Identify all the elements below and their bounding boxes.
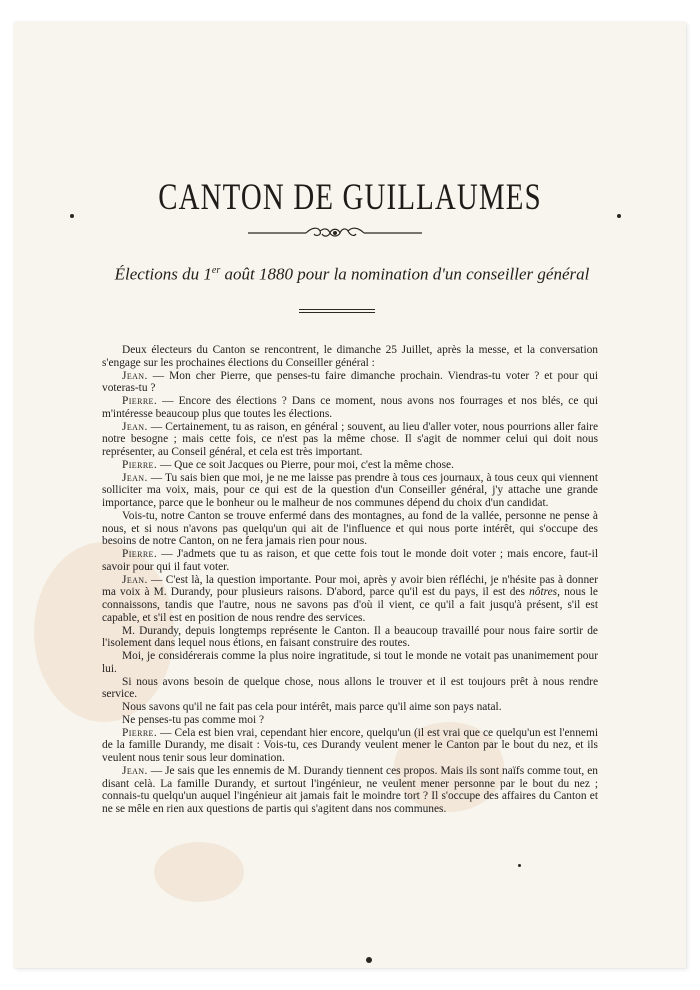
paragraph-text: — Mon cher Pierre, que penses-tu faire dimanche prochain. Viendras-tu voter ? et pour qui voteras-tu ? (102, 369, 598, 395)
dialogue-paragraph (102, 727, 598, 765)
paragraph-text: — Cela est bien vrai, cependant hier encore, quelqu'un (il est vrai que ce quelqu'un est l'ennemi de la famille Durandy, me disait : Vois-tu, ces Durandy veulent mener le Canton par le bout du nez, et ils veulent nous tenir sous leur domination. (102, 726, 598, 764)
paragraph-text: M. Durandy, depuis longtemps représente le Canton. Il a beaucoup travaillé pour nous faire sortir de l'isolement dans lequel nous étions, en faisant construire des routes. (102, 624, 598, 650)
dialogue-paragraph (102, 370, 598, 396)
speaker-name: Pierre. (122, 548, 158, 560)
speaker-name: Jean. (122, 573, 148, 586)
dialogue-body (102, 344, 598, 816)
dialogue-paragraph (102, 472, 598, 510)
dialogue-paragraph (102, 510, 598, 548)
speaker-name: Pierre. (122, 726, 158, 739)
dialogue-paragraph (102, 548, 598, 574)
paragraph-text: — Tu sais bien que moi, je ne me laisse pas prendre à tous ces journaux, à tous ceux qui viennent solliciter ma voix, mais, pour ce qui est de la question d'un Conseiller général, j'y attache une grande importance, parce que le bonheur ou le malheur de nos communes dépend du choix d'un candidat. (102, 471, 598, 509)
paragraph-text: Si nous avons besoin de quelque chose, nous allons le trouver et il est toujours prêt à nous rendre service. (102, 675, 598, 701)
paper-stain (154, 842, 244, 902)
document-title: CANTON DE GUILLAUMES (158, 177, 542, 218)
dialogue-paragraph (102, 650, 598, 676)
paragraph-text: Ne penses-tu pas comme moi ? (122, 713, 265, 726)
paragraph-text: Vois-tu, notre Canton se trouve enfermé dans des montagnes, au fond de la vallée, personne ne pense à nous, et si nous n'avons pas quelqu'un qui ait de l'influence et qui nous porte intérêt, qui s'occupe des besoins de notre Canton, on ne fera jamais rien pour nous. (102, 509, 598, 548)
dialogue-paragraph (102, 421, 598, 459)
dialogue-paragraph (102, 765, 598, 816)
subtitle-text: Élections du 1 (114, 264, 212, 284)
dialogue-paragraph (102, 574, 598, 625)
paragraph-text: — Que ce soit Jacques ou Pierre, pour moi, c'est la même chose. (157, 458, 454, 471)
speaker-name: Jean. (122, 764, 148, 777)
dialogue-paragraph (102, 701, 598, 714)
dialogue-paragraph (102, 625, 598, 651)
speaker-name: Pierre. (122, 395, 158, 407)
document-subtitle (106, 260, 598, 285)
speaker-name: Jean. (122, 369, 148, 382)
punch-hole-mark (70, 214, 74, 218)
subtitle-text: août 1880 pour la nomination d'un conseiller général (220, 264, 590, 284)
double-rule-divider (299, 309, 375, 315)
ornament-divider (248, 225, 422, 241)
paragraph-text: — Je sais que les ennemis de M. Durandy tiennent ces propos. Mais ils sont naïfs comme tout, en disant celà. La famille Durandy, et surtout l'ingénieur, ne veulent mener personne par le bout du nez ; connais-tu quelqu'un auquel l'ingénieur ait jamais fait le moindre tort ? Il s'occupe des affaires du Canton et ne se mêle en rien aux questions de partis qui s'agitent dans nos communes. (102, 764, 598, 815)
ink-dot (518, 864, 521, 867)
speaker-name: Pierre. (122, 458, 158, 471)
dialogue-paragraph (102, 676, 598, 702)
paragraph-text: — J'admets que tu as raison, et que cette fois tout le monde doit voter ; mais encore, faut-il savoir pour qui il faut voter. (102, 548, 598, 573)
emphasized-word: nôtres (529, 586, 558, 599)
paragraph-text: — C'est là, la question importante. Pour moi, après y avoir bien réfléchi, je n'hésite pas à donner ma voix à M. Durandy, pour plusieurs raisons. D'abord, parce qu'il est du pays, il est des (102, 573, 598, 599)
dialogue-paragraph (102, 395, 598, 421)
dialogue-paragraph (102, 459, 598, 472)
speaker-name: Jean. (122, 420, 148, 433)
paragraph-text: Deux électeurs du Canton se rencontrent, le dimanche 25 Juillet, après la messe, et la conversation s'engage sur les prochaines élections du Conseiller général : (102, 344, 598, 369)
paragraph-text: — Encore des élections ? Dans ce moment, nous avons nos fourrages et nos blés, ce qui m'intéresse beaucoup plus que toutes les élections. (102, 395, 598, 420)
punch-hole-mark (366, 957, 372, 963)
subtitle-superscript: er (211, 265, 221, 276)
speaker-name: Jean. (122, 471, 148, 484)
paragraph-text: , nous le connaissons, tandis que l'autre, nous ne savons pas d'où il vient, ce qu'il a fait jusqu'à présent, s'il est capable, et s'il est en position de nous rendre des services. (102, 586, 598, 624)
punch-hole-mark (617, 214, 621, 218)
paragraph-text: Moi, je considérerais comme la plus noire ingratitude, si tout le monde ne votait pas unanimement pour lui. (102, 650, 598, 675)
document-page (14, 22, 686, 968)
paragraph-text: — Certainement, tu as raison, en général ; souvent, au lieu d'aller voter, nous pourrions aller faire notre besogne ; mais cette fois, ce n'est pas la même chose. Il s'agit de nommer celui qui doit nous représenter, au Conseil général, et cela est très important. (102, 420, 598, 458)
dialogue-paragraph (102, 344, 598, 370)
dialogue-paragraph (102, 714, 598, 727)
paragraph-text: Nous savons qu'il ne fait pas cela pour intérêt, mais parce qu'il aime son pays natal. (122, 701, 502, 713)
